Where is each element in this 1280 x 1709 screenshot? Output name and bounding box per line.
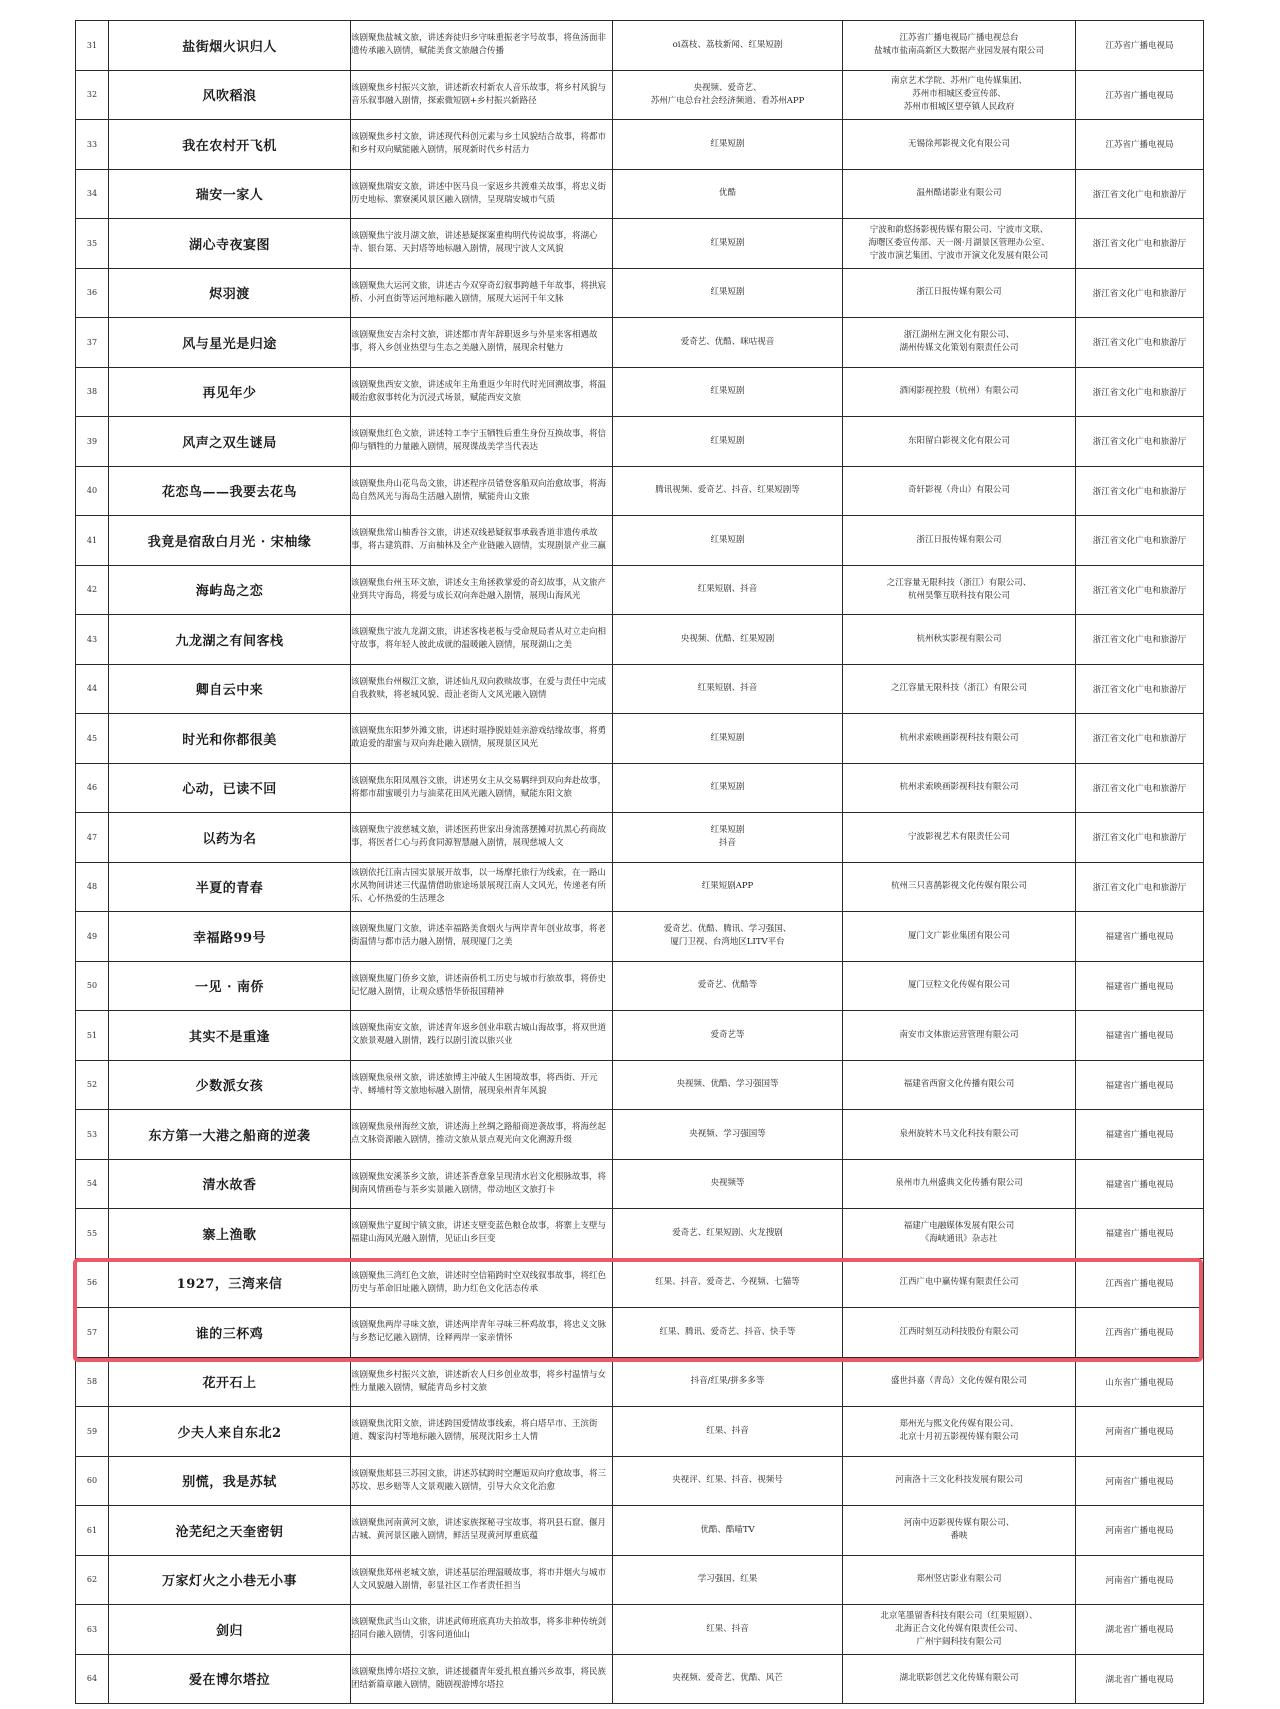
production-company: 南安市文体旅运营管理有限公司	[843, 1011, 1076, 1061]
drama-title: 东方第一大港之船商的逆袭	[109, 1110, 351, 1160]
drama-title: 清水故香	[109, 1159, 351, 1209]
recommending-unit: 福建省广播电视局	[1076, 1011, 1204, 1061]
broadcast-platform: 央视频、学习强国等	[613, 1110, 843, 1160]
drama-description: 该剧聚焦郏县三苏园文旅，讲述苏轼跨时空邂逅双向疗愈故事，将三苏坟、思乡赔等人文景观融入剧情，引导大众文化治愈	[351, 1456, 613, 1506]
drama-title: 爱在博尔塔拉	[109, 1654, 351, 1704]
production-company: 杭州三只喜鹊影视文化传媒有限公司	[843, 862, 1076, 912]
table-row	[76, 1011, 1204, 1061]
production-company: 湖北联影创艺文化传媒有限公司	[843, 1654, 1076, 1704]
production-company: 南京艺术学院、苏州广电传媒集团、 苏州市相城区委宣传部、 苏州市相城区望亭镇人民政府	[843, 70, 1076, 120]
row-number: 39	[76, 417, 109, 467]
drama-title: 别慌，我是苏轼	[109, 1456, 351, 1506]
row-number: 44	[76, 664, 109, 714]
recommending-unit: 河南省广播电视局	[1076, 1506, 1204, 1556]
drama-description: 该剧聚焦东阳梦外滩文旅，讲述时瑶挣脱娃娃亲游戏结缘故事，将勇敢追爱的甜蜜与双向奔赴融入剧情，展现景区风光	[351, 714, 613, 764]
table-row	[76, 961, 1204, 1011]
production-company: 杭州秋实影视有限公司	[843, 615, 1076, 665]
row-number: 62	[76, 1555, 109, 1605]
broadcast-platform: 红果短剧	[613, 268, 843, 318]
project-table	[75, 20, 1204, 1704]
recommending-unit: 湖北省广播电视局	[1076, 1605, 1204, 1655]
recommending-unit: 浙江省文化广电和旅游厅	[1076, 714, 1204, 764]
drama-title: 幸福路99号	[109, 912, 351, 962]
drama-title: 时光和你都很美	[109, 714, 351, 764]
row-number: 51	[76, 1011, 109, 1061]
recommending-unit: 湖北省广播电视局	[1076, 1654, 1204, 1704]
drama-description: 该剧聚焦郑州老城文旅，讲述基层治理温暖故事，将市井烟火与城市人文风貌融入剧情，彰显社区工作者责任担当	[351, 1555, 613, 1605]
drama-description: 该剧聚焦乡村振兴文旅，讲述新农村新农人音乐故事，将乡村风貌与音乐叙事融入剧情，探索微短剧+乡村振兴新路径	[351, 70, 613, 120]
drama-title: 万家灯火之小巷无小事	[109, 1555, 351, 1605]
drama-title: 我竟是宿敌白月光 · 宋柚缘	[109, 516, 351, 566]
table-row	[76, 1605, 1204, 1655]
table-row	[76, 1357, 1204, 1407]
recommending-unit: 浙江省文化广电和旅游厅	[1076, 268, 1204, 318]
recommending-unit: 江苏省广播电视局	[1076, 120, 1204, 170]
broadcast-platform: 优酷	[613, 169, 843, 219]
row-number: 49	[76, 912, 109, 962]
broadcast-platform: 红果短剧	[613, 219, 843, 269]
table-row	[76, 70, 1204, 120]
table-row	[76, 1159, 1204, 1209]
drama-title: 再见年少	[109, 367, 351, 417]
recommending-unit: 福建省广播电视局	[1076, 1060, 1204, 1110]
drama-title: 风声之双生谜局	[109, 417, 351, 467]
drama-title: 烬羽渡	[109, 268, 351, 318]
drama-title: 1927，三湾来信	[109, 1258, 351, 1308]
drama-description: 该剧聚焦宁波慈城文旅，讲述医药世家出身流落摆摊对抗黑心药商故事，将医者仁心与药食同源智慧融入剧情，展现慈城人文	[351, 813, 613, 863]
recommending-unit: 浙江省文化广电和旅游厅	[1076, 763, 1204, 813]
table-row	[76, 466, 1204, 516]
production-company: 河南洛十三文化科技发展有限公司	[843, 1456, 1076, 1506]
drama-description: 该剧聚焦两岸寻味文旅，讲述两岸青年寻味三杯鸡故事，将忠义文脉与乡愁记忆融入剧情，诠释两岸一家亲情怀	[351, 1308, 613, 1358]
recommending-unit: 浙江省文化广电和旅游厅	[1076, 169, 1204, 219]
broadcast-platform: 红果短剧	[613, 120, 843, 170]
table-row	[76, 318, 1204, 368]
production-company: 之江容量无限科技（浙江）有限公司	[843, 664, 1076, 714]
drama-title: 瑞安一家人	[109, 169, 351, 219]
recommending-unit: 浙江省文化广电和旅游厅	[1076, 417, 1204, 467]
production-company: 河南中迈影视传媒有限公司、 番映	[843, 1506, 1076, 1556]
drama-title: 花恋鸟——我要去花鸟	[109, 466, 351, 516]
table-row	[76, 763, 1204, 813]
production-company: 浙江日报传媒有限公司	[843, 268, 1076, 318]
broadcast-platform: 央视评、红果、抖音、视频号	[613, 1456, 843, 1506]
production-company: 盛世抖嘉（青岛）文化传媒有限公司	[843, 1357, 1076, 1407]
drama-title: 海屿岛之恋	[109, 565, 351, 615]
row-number: 57	[76, 1308, 109, 1358]
drama-title: 风吹稻浪	[109, 70, 351, 120]
table-row	[76, 1060, 1204, 1110]
drama-title: 以药为名	[109, 813, 351, 863]
row-number: 46	[76, 763, 109, 813]
production-company: 福建广电融媒体发展有限公司 《海峡通讯》杂志社	[843, 1209, 1076, 1259]
production-company: 江苏省广播电视局广播电视总台 盐城市盐南高新区大数据产业园发展有限公司	[843, 21, 1076, 71]
drama-description: 该剧聚焦泉州文旅，讲述旅博主冲破人生困境故事，将西街、开元寺、蟳埔村等文旅地标融入剧情，展现泉州青年风貌	[351, 1060, 613, 1110]
production-company: 浙江日报传媒有限公司	[843, 516, 1076, 566]
row-number: 55	[76, 1209, 109, 1259]
broadcast-platform: 抖音/红果/拼多多等	[613, 1357, 843, 1407]
production-company: 厦门文广影业集团有限公司	[843, 912, 1076, 962]
drama-description: 该剧聚焦宁夏闽宁镇文旅，讲述支壁变蓝色粮仓故事，将寨上支壁与福建山海风光融入剧情，见证山乡巨变	[351, 1209, 613, 1259]
row-number: 36	[76, 268, 109, 318]
drama-description: 该剧聚焦安溪茶乡文旅，讲述茶香意象呈现清水岩文化根脉故事，将闽南风情画卷与茶乡实景融入剧情，带动地区文旅打卡	[351, 1159, 613, 1209]
broadcast-platform: 红果短剧、抖音	[613, 664, 843, 714]
drama-title: 我在农村开飞机	[109, 120, 351, 170]
recommending-unit: 浙江省文化广电和旅游厅	[1076, 516, 1204, 566]
row-number: 48	[76, 862, 109, 912]
drama-title: 少夫人来自东北2	[109, 1407, 351, 1457]
row-number: 53	[76, 1110, 109, 1160]
recommending-unit: 福建省广播电视局	[1076, 1159, 1204, 1209]
broadcast-platform: 爱奇艺、优酷、腾讯、学习强国、 厦门卫视、台湾地区LITV平台	[613, 912, 843, 962]
production-company: 泉州旋转木马文化科技有限公司	[843, 1110, 1076, 1160]
row-number: 40	[76, 466, 109, 516]
table-row	[76, 219, 1204, 269]
drama-description: 该剧聚焦盐城文旅，讲述奔徒归乡守味重振老字号故事，将鱼汤面非遗传承融入剧情，赋能美食文旅融合传播	[351, 21, 613, 71]
drama-title: 心动，已读不回	[109, 763, 351, 813]
broadcast-platform: 央视频、爱奇艺、 苏州广电总台社会经济频道、看苏州APP	[613, 70, 843, 120]
row-number: 31	[76, 21, 109, 71]
row-number: 58	[76, 1357, 109, 1407]
drama-description: 该剧聚焦厦门侨乡文旅，讲述南侨机工历史与城市行旅故事，将侨史记忆融入剧情，让观众感悟华侨报国精神	[351, 961, 613, 1011]
table-row	[76, 1407, 1204, 1457]
production-company: 宁波和韵悠扬影视传媒有限公司、宁波市文联、 海曙区委宣传部、天一阁·月湖景区管理办公室、 宁波市演艺集团、宁波市开演文化发展有限公司	[843, 219, 1076, 269]
drama-description: 该剧聚焦泉州海丝文旅，讲述海上丝绸之路船商逆袭故事，将海丝起点文脉资源融入剧情，推动文旅从景点观光向文化溯源升级	[351, 1110, 613, 1160]
row-number: 37	[76, 318, 109, 368]
table-row	[76, 120, 1204, 170]
row-number: 56	[76, 1258, 109, 1308]
drama-description: 该剧聚焦台州玉环文旅，讲述女主角拯救掌爱的奇幻故事，从文旅产业到共守海岛，将爱与成长双向奔赴融入剧情，展现山海风光	[351, 565, 613, 615]
drama-description: 该剧聚焦瑞安文旅，讲述中医马良一家返乡共渡难关故事，将忠义街历史地标、寨寮溪风景区融入剧情，呈现瑞安城市气质	[351, 169, 613, 219]
drama-title: 半夏的青春	[109, 862, 351, 912]
table-row	[76, 1654, 1204, 1704]
drama-description: 该剧聚焦东阳凤凰谷文旅，讲述男女主从交易羁绊到双向奔赴故事，将都市甜蜜暖引力与油菜花田风光融入剧情，赋能东阳文旅	[351, 763, 613, 813]
table-row	[76, 912, 1204, 962]
recommending-unit: 浙江省文化广电和旅游厅	[1076, 565, 1204, 615]
production-company: 江西时刻互动科技股份有限公司	[843, 1308, 1076, 1358]
production-company: 郑州光与熙文化传媒有限公司、 北京十月初五影视传媒有限公司	[843, 1407, 1076, 1457]
recommending-unit: 浙江省文化广电和旅游厅	[1076, 466, 1204, 516]
table-row	[76, 1110, 1204, 1160]
drama-description: 该剧聚焦三湾红色文旅，讲述时空信箱跨时空双线叙事故事，将红色历史与革命旧址融入剧情，助力红色文化活态传承	[351, 1258, 613, 1308]
drama-title: 盐街烟火识归人	[109, 21, 351, 71]
table-row	[76, 565, 1204, 615]
broadcast-platform: 红果短剧 抖音	[613, 813, 843, 863]
broadcast-platform: 爱奇艺、红果短剧、火龙搜剧	[613, 1209, 843, 1259]
drama-description: 该剧聚焦厦门文旅，讲述幸福路美食烟火与两岸青年创业故事，将老街温情与都市活力融入剧情，展现厦门之美	[351, 912, 613, 962]
drama-description: 该剧聚焦安吉余村文旅，讲述都市青年辞职返乡与外星来客相遇故事，将入乡创业热望与生态之美融入剧情，展现余村魅力	[351, 318, 613, 368]
recommending-unit: 福建省广播电视局	[1076, 1110, 1204, 1160]
drama-description: 该剧聚焦西安文旅，讲述成年主角重返少年时代时光回溯故事，将温暖治愈叙事转化为沉浸式场景，赋能西安文旅	[351, 367, 613, 417]
recommending-unit: 山东省广播电视局	[1076, 1357, 1204, 1407]
recommending-unit: 浙江省文化广电和旅游厅	[1076, 862, 1204, 912]
drama-description: 该剧聚焦宁波月湖文旅，讲述悬疑探案重构明代传说故事，将湖心寺、银台第、天封塔等地标融入剧情，展现宁波人文风貌	[351, 219, 613, 269]
production-company: 东阳留白影视文化有限公司	[843, 417, 1076, 467]
table-row	[76, 1456, 1204, 1506]
production-company: 江西广电中赢传媒有限责任公司	[843, 1258, 1076, 1308]
row-number: 60	[76, 1456, 109, 1506]
table-row	[76, 1258, 1204, 1308]
row-number: 45	[76, 714, 109, 764]
broadcast-platform: 爱奇艺等	[613, 1011, 843, 1061]
recommending-unit: 浙江省文化广电和旅游厅	[1076, 813, 1204, 863]
broadcast-platform: 红果短剧、抖音	[613, 565, 843, 615]
broadcast-platform: 爱奇艺、优酷等	[613, 961, 843, 1011]
table-row	[76, 268, 1204, 318]
row-number: 59	[76, 1407, 109, 1457]
drama-description: 该剧聚焦舟山花鸟岛文旅，讲述程序员错登客船双向治愈故事，将海岛自然风光与海岛生活融入剧情，赋能舟山文旅	[351, 466, 613, 516]
broadcast-platform: 红果短剧	[613, 763, 843, 813]
recommending-unit: 福建省广播电视局	[1076, 1209, 1204, 1259]
drama-title: 风与星光是归途	[109, 318, 351, 368]
row-number: 34	[76, 169, 109, 219]
row-number: 41	[76, 516, 109, 566]
recommending-unit: 河南省广播电视局	[1076, 1555, 1204, 1605]
drama-description: 该剧聚焦河南黄河文旅，讲述家族探秘寻宝故事，将巩县石窟、偃月古城、黄河景区融入剧情，鲜活呈现黄河厚重底蕴	[351, 1506, 613, 1556]
broadcast-platform: oi荔枝、荔枝新闻、红果短剧	[613, 21, 843, 71]
broadcast-platform: 央视频、爱奇艺、优酷、风芒	[613, 1654, 843, 1704]
row-number: 32	[76, 70, 109, 120]
drama-title: 卿自云中来	[109, 664, 351, 714]
row-number: 64	[76, 1654, 109, 1704]
drama-title: 湖心寺夜宴图	[109, 219, 351, 269]
recommending-unit: 福建省广播电视局	[1076, 961, 1204, 1011]
production-company: 浙江湖州左洲文化有限公司、 湖州传媒文化策划有限责任公司	[843, 318, 1076, 368]
table-row	[76, 813, 1204, 863]
table-row	[76, 417, 1204, 467]
recommending-unit: 江苏省广播电视局	[1076, 70, 1204, 120]
row-number: 54	[76, 1159, 109, 1209]
table-row	[76, 615, 1204, 665]
drama-title: 寨上渔歌	[109, 1209, 351, 1259]
drama-description: 该剧聚焦大运河文旅，讲述古今双穿奇幻叙事跨越千年故事，将拱宸桥、小河直街等运河地标融入剧情，展现大运河千年文脉	[351, 268, 613, 318]
drama-title: 其实不是重逢	[109, 1011, 351, 1061]
recommending-unit: 河南省广播电视局	[1076, 1456, 1204, 1506]
broadcast-platform: 央视频等	[613, 1159, 843, 1209]
broadcast-platform: 红果、腾讯、爱奇艺、抖音、快手等	[613, 1308, 843, 1358]
drama-description: 该剧聚焦南安文旅，讲述青年返乡创业串联古城山海故事，将双世道文旅景观融入剧情，践行以剧引流以旅兴业	[351, 1011, 613, 1061]
broadcast-platform: 红果、抖音	[613, 1605, 843, 1655]
production-company: 酒闲影视控股（杭州）有限公司	[843, 367, 1076, 417]
table-row	[76, 1209, 1204, 1259]
recommending-unit: 浙江省文化广电和旅游厅	[1076, 367, 1204, 417]
drama-description: 该剧聚焦红色文旅，讲述特工李宁玉牺牲后重生身份互换故事，将信仰与牺牲的力量融入剧情，展现谍战美学当代表达	[351, 417, 613, 467]
drama-description: 该剧聚焦台州椒江文旅，讲述仙凡双向救赎故事，在爱与责任中完成自我救赎，将老城风貌、葭沚老街人文风光融入剧情	[351, 664, 613, 714]
production-company: 温州酷诺影业有限公司	[843, 169, 1076, 219]
production-company: 奇轩影视（舟山）有限公司	[843, 466, 1076, 516]
table-row	[76, 21, 1204, 71]
recommending-unit: 河南省广播电视局	[1076, 1407, 1204, 1457]
table-row	[76, 664, 1204, 714]
broadcast-platform: 央视频、优酷、学习强国等	[613, 1060, 843, 1110]
recommending-unit: 浙江省文化广电和旅游厅	[1076, 318, 1204, 368]
production-company: 杭州求索映画影视科技有限公司	[843, 763, 1076, 813]
production-company: 宁波影视艺术有限责任公司	[843, 813, 1076, 863]
broadcast-platform: 央视频、优酷、红果短剧	[613, 615, 843, 665]
broadcast-platform: 红果短剧APP	[613, 862, 843, 912]
production-company: 厦门豆粒文化传媒有限公司	[843, 961, 1076, 1011]
drama-description: 该剧聚焦武当山文旅，讲述武师班底真功夫拍故事，将多非种传统剑招同台融入剧情，引客问道仙山	[351, 1605, 613, 1655]
drama-title: 少数派女孩	[109, 1060, 351, 1110]
row-number: 63	[76, 1605, 109, 1655]
drama-title: 九龙湖之有间客栈	[109, 615, 351, 665]
production-company: 无锡徐邦影视文化有限公司	[843, 120, 1076, 170]
drama-description: 该剧依托江南古园实景展开故事，以一场摩托旅行为线索，在一路山水风物间讲述三代温情借助旅途场景展现江南人文风光，传递老有所乐、心怀热爱的生活理念	[351, 862, 613, 912]
broadcast-platform: 红果短剧	[613, 367, 843, 417]
broadcast-platform: 学习强国、红果	[613, 1555, 843, 1605]
production-company: 泉州市九州盛典文化传播有限公司	[843, 1159, 1076, 1209]
row-number: 50	[76, 961, 109, 1011]
row-number: 43	[76, 615, 109, 665]
recommending-unit: 江西省广播电视局	[1076, 1258, 1204, 1308]
production-company: 杭州求索映画影视科技有限公司	[843, 714, 1076, 764]
table-row	[76, 1555, 1204, 1605]
drama-description: 该剧聚焦沈阳文旅，讲述跨国爱情故事线索，将白塔早市、王滨街道、魏家沟村等地标融入剧情，展现沈阳乡土人情	[351, 1407, 613, 1457]
drama-description: 该剧聚焦乡村文旅，讲述现代科创元素与乡土风貌结合故事，将都市和乡村双向赋能融入剧情，展现新时代乡村活力	[351, 120, 613, 170]
production-company: 福建省西窗文化传播有限公司	[843, 1060, 1076, 1110]
row-number: 52	[76, 1060, 109, 1110]
drama-title: 一见 · 南侨	[109, 961, 351, 1011]
table-row	[76, 1308, 1204, 1358]
drama-title: 花开石上	[109, 1357, 351, 1407]
drama-description: 该剧聚焦乡村振兴文旅，讲述新农人归乡创业故事，将乡村温情与女性力量融入剧情，赋能青岛乡村文旅	[351, 1357, 613, 1407]
recommending-unit: 江苏省广播电视局	[1076, 21, 1204, 71]
drama-title: 剑归	[109, 1605, 351, 1655]
drama-title: 沧芜纪之天奎密钥	[109, 1506, 351, 1556]
broadcast-platform: 爱奇艺、优酷、咪咕视音	[613, 318, 843, 368]
drama-description: 该剧聚焦宁波九龙湖文旅，讲述客栈老板与受命规局者从对立走向相守故事，将年轻人彼此成就的温暖融入剧情，展现湖山之美	[351, 615, 613, 665]
drama-title: 谁的三杯鸡	[109, 1308, 351, 1358]
table-row	[76, 714, 1204, 764]
recommending-unit: 浙江省文化广电和旅游厅	[1076, 664, 1204, 714]
production-company: 北京笔墨留香科技有限公司（红果短剧）、 北海正合文化传媒有限责任公司、 广州宇阔科技有限公司	[843, 1605, 1076, 1655]
row-number: 38	[76, 367, 109, 417]
drama-description: 该剧聚焦常山柚香谷文旅，讲述双线悬疑叙事承载香道非遗传承故事，将古建筑群、万亩柚林及全产业链融入剧情，实现剧景产业三赢	[351, 516, 613, 566]
row-number: 42	[76, 565, 109, 615]
drama-description: 该剧聚焦博尔塔拉文旅，讲述援疆青年爱扎根直播兴乡故事，将民族团结新篇章融入剧情，随剧视游博尔塔拉	[351, 1654, 613, 1704]
row-number: 47	[76, 813, 109, 863]
row-number: 61	[76, 1506, 109, 1556]
table-row	[76, 1506, 1204, 1556]
table-row	[76, 516, 1204, 566]
recommending-unit: 浙江省文化广电和旅游厅	[1076, 615, 1204, 665]
broadcast-platform: 红果、抖音	[613, 1407, 843, 1457]
row-number: 35	[76, 219, 109, 269]
recommending-unit: 江西省广播电视局	[1076, 1308, 1204, 1358]
recommending-unit: 福建省广播电视局	[1076, 912, 1204, 962]
table-row	[76, 169, 1204, 219]
row-number: 33	[76, 120, 109, 170]
broadcast-platform: 优酷、酷喵TV	[613, 1506, 843, 1556]
table-row	[76, 367, 1204, 417]
broadcast-platform: 腾讯视频、爱奇艺、抖音、红果短剧等	[613, 466, 843, 516]
production-company: 郑州竖店影业有限公司	[843, 1555, 1076, 1605]
broadcast-platform: 红果短剧	[613, 417, 843, 467]
production-company: 之江容量无限科技（浙江）有限公司、 杭州昊擎互联科技有限公司	[843, 565, 1076, 615]
broadcast-platform: 红果短剧	[613, 714, 843, 764]
broadcast-platform: 红果、抖音、爱奇艺、今视频、七猫等	[613, 1258, 843, 1308]
project-table-body	[76, 21, 1204, 1704]
recommending-unit: 浙江省文化广电和旅游厅	[1076, 219, 1204, 269]
broadcast-platform: 红果短剧	[613, 516, 843, 566]
table-row	[76, 862, 1204, 912]
